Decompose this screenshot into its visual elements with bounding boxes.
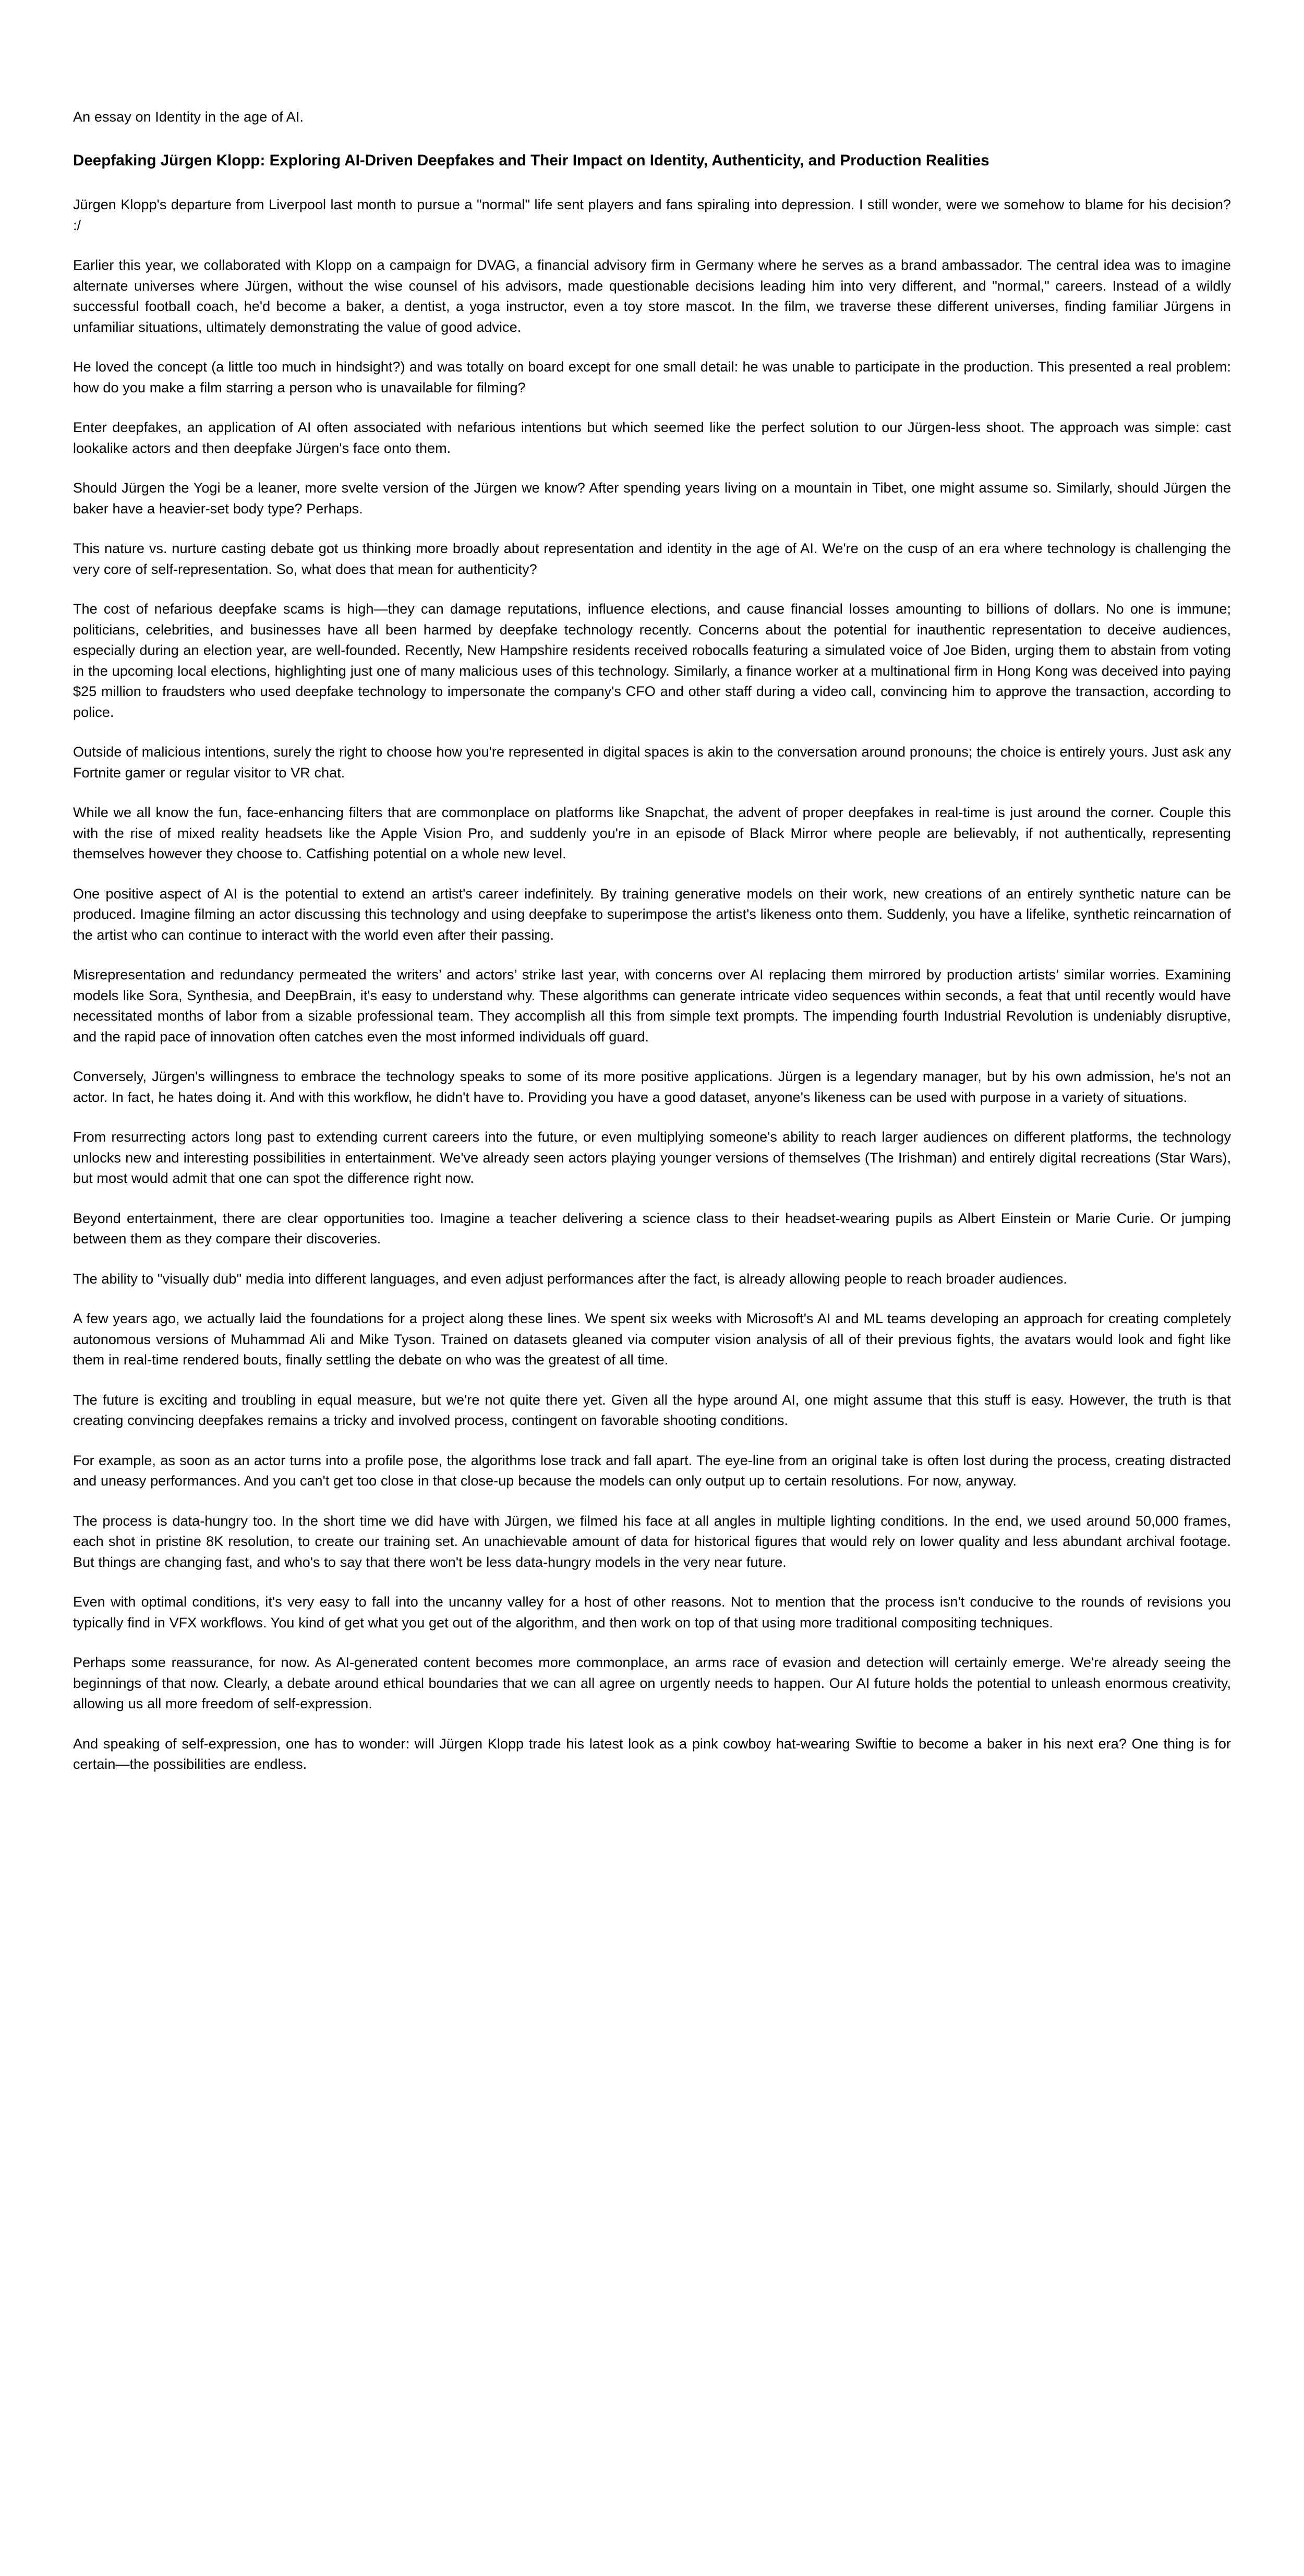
essay-paragraph: Perhaps some reassurance, for now. As AI-generated content becomes more commonplace, an arms race of evasion and detection will certainly emerge. We're already seeing the beginnings of that now. Clearly, a debate around ethical boundaries that we can all agree on urgently needs to happen. Our AI future holds the potential to unleash enormous creativity, allowing us all more freedom of self-expression. <box>73 1655 1231 1711</box>
essay-paragraph: Jürgen Klopp's departure from Liverpool last month to pursue a "normal" life sent players and fans spiraling into depression. I still wonder, were we somehow to blame for his decision? :/ <box>73 197 1231 233</box>
essay-paragraph: Earlier this year, we collaborated with Klopp on a campaign for DVAG, a financial advisory firm in Germany where he serves as a brand ambassador. The central idea was to imagine alternate universes where Jürgen, without the wise counsel of his advisors, made questionable decisions leading him into very different, and "normal," careers. Instead of a wildly successful football coach, he'd become a baker, a dentist, a yoga instructor, even a toy store mascot. In the film, we traverse these different universes, finding familiar Jürgens in unfamiliar situations, ultimately demonstrating the value of good advice. <box>73 257 1231 335</box>
essay-paragraph: Enter deepfakes, an application of AI often associated with nefarious intentions but which seemed like the perfect solution to our Jürgen-less shoot. The approach was simple: cast lookalike actors and then deepfake Jürgen's face onto them. <box>73 420 1231 456</box>
essay-paragraph: Even with optimal conditions, it's very easy to fall into the uncanny valley for a host of other reasons. Not to mention that the process isn't conducive to the rounds of revisions you typically find in VFX workflows. You kind of get what you get out of the algorithm, and then work on top of that using more traditional compositing techniques. <box>73 1594 1231 1631</box>
essay-paragraph: For example, as soon as an actor turns into a profile pose, the algorithms lose track and fall apart. The eye-line from an original take is often lost during the process, creating distracted and uneasy performances. And you can't get too close in that close-up because the models can only output up to certain resolutions. For now, anyway. <box>73 1452 1231 1489</box>
essay-paragraph: A few years ago, we actually laid the foundations for a project along these lines. We spent six weeks with Microsoft's AI and ML teams developing an approach for creating completely autonomous versions of Muhammad Ali and Mike Tyson. Trained on datasets gleaned via computer vision analysis of all of their previous fights, the avatars would look and fight like them in real-time rendered bouts, finally settling the debate on who was the greatest of all time. <box>73 1311 1231 1368</box>
essay-paragraph: While we all know the fun, face-enhancing filters that are commonplace on platforms like Snapchat, the advent of proper deepfakes in real-time is just around the corner. Couple this with the rise of mixed reality headsets like the Apple Vision Pro, and suddenly you're in an episode of Black Mirror where people are believably, if not authentically, representing themselves however they choose to. Catfishing potential on a whole new level. <box>73 805 1231 861</box>
essay-paragraph: Beyond entertainment, there are clear opportunities too. Imagine a teacher delivering a science class to their headset-wearing pupils as Albert Einstein or Marie Curie. Or jumping between them as they compare their discoveries. <box>73 1210 1231 1247</box>
page-title: Deepfaking Jürgen Klopp: Exploring AI-Driven Deepfakes and Their Impact on Identity, Authenticity, and Production Realities <box>73 152 989 169</box>
essay-paragraph: From resurrecting actors long past to extending current careers into the future, or even multiplying someone's ability to reach larger audiences on different platforms, the technology unlocks new and interesting possibilities in entertainment. We've already seen actors playing younger versions of themselves (The Irishman) and entirely digital recreations (Star Wars), but most would admit that one can spot the difference right now. <box>73 1129 1231 1186</box>
essay-paragraph: The process is data-hungry too. In the short time we did have with Jürgen, we filmed his face at all angles in multiple lighting conditions. In the end, we used around 50,000 frames, each shot in pristine 8K resolution, to create our training set. An unachievable amount of data for historical figures that would rely on lower quality and less abundant archival footage. But things are changing fast, and who's to say that there won't be less data-hungry models in the very near future. <box>73 1513 1231 1570</box>
essay-paragraph: Conversely, Jürgen's willingness to embrace the technology speaks to some of its more positive applications. Jürgen is a legendary manager, but by his own admission, he's not an actor. In fact, he hates doing it. And with this workflow, he didn't have to. Providing you have a good dataset, anyone's likeness can be used with purpose in a variety of situations. <box>73 1069 1231 1105</box>
essay-paragraph: He loved the concept (a little too much in hindsight?) and was totally on board except for one small detail: he was unable to participate in the production. This presented a real problem: how do you make a film starring a person who is unavailable for filming? <box>73 359 1231 396</box>
essay-subtitle-line: An essay on Identity in the age of AI. <box>73 109 304 125</box>
essay-paragraph: Misrepresentation and redundancy permeated the writers’ and actors’ strike last year, with concerns over AI replacing them mirrored by production artists’ similar worries. Examining models like Sora, Synthesia, and DeepBrain, it's easy to understand why. These algorithms can generate intricate video sequences within seconds, a feat that until recently would have necessitated months of labor from a sizable professional team. They accomplish all this from simple text prompts. The impending fourth Industrial Revolution is undeniably disruptive, and the rapid pace of innovation often catches even the most informed individuals off guard. <box>73 967 1231 1045</box>
document-body <box>73 107 1231 1775</box>
essay-paragraph: The future is exciting and troubling in equal measure, but we're not quite there yet. Given all the hype around AI, one might assume that this stuff is easy. However, the truth is that creating convincing deepfakes remains a tricky and involved process, contingent on favorable shooting conditions. <box>73 1392 1231 1428</box>
essay-paragraph: And speaking of self-expression, one has to wonder: will Jürgen Klopp trade his latest look as a pink cowboy hat-wearing Swiftie to become a baker in his next era? One thing is for certain—the possibilities are endless. <box>73 1735 1231 1772</box>
essay-paragraph: One positive aspect of AI is the potential to extend an artist's career indefinitely. By training generative models on their work, new creations of an entirely synthetic nature can be produced. Imagine filming an actor discussing this technology and using deepfake to superimpose the artist's likeness onto them. Suddenly, you have a lifelike, synthetic reincarnation of the artist who can continue to interact with the world even after their passing. <box>73 885 1231 943</box>
essay-paragraph: The cost of nefarious deepfake scams is high—they can damage reputations, influence elections, and cause financial losses amounting to billions of dollars. No one is immune; politicians, celebrities, and businesses have all been harmed by deepfake technology recently. Concerns about the potential for inauthentic representation to deceive audiences, especially during an election year, are well-founded. Recently, New Hampshire residents received robocalls featuring a simulated voice of Joe Biden, urging them to abstain from voting in the upcoming local elections, highlighting just one of many malicious uses of this technology. Similarly, a finance worker at a multinational firm in Hong Kong was deceived into paying $25 million to fraudsters who used deepfake technology to impersonate the company's CFO and other staff during a video call, convincing him to approve the transaction, according to police. <box>73 601 1231 720</box>
essay-paragraph: Should Jürgen the Yogi be a leaner, more svelte version of the Jürgen we know? After spending years living on a mountain in Tibet, one might assume so. Similarly, should Jürgen the baker have a heavier-set body type? Perhaps. <box>73 480 1231 517</box>
essay-paragraph: This nature vs. nurture casting debate got us thinking more broadly about representation and identity in the age of AI. We're on the cusp of an era where technology is challenging the very core of self-representation. So, what does that mean for authenticity? <box>73 541 1231 577</box>
essay-paragraph: Outside of malicious intentions, surely the right to choose how you're represented in digital spaces is akin to the conversation around pronouns; the choice is entirely yours. Just ask any Fortnite gamer or regular visitor to VR chat. <box>73 744 1231 781</box>
essay-paragraphs <box>73 195 1231 1775</box>
essay-paragraph: The ability to "visually dub" media into different languages, and even adjust performances after the fact, is already allowing people to reach broader audiences. <box>73 1271 1067 1287</box>
